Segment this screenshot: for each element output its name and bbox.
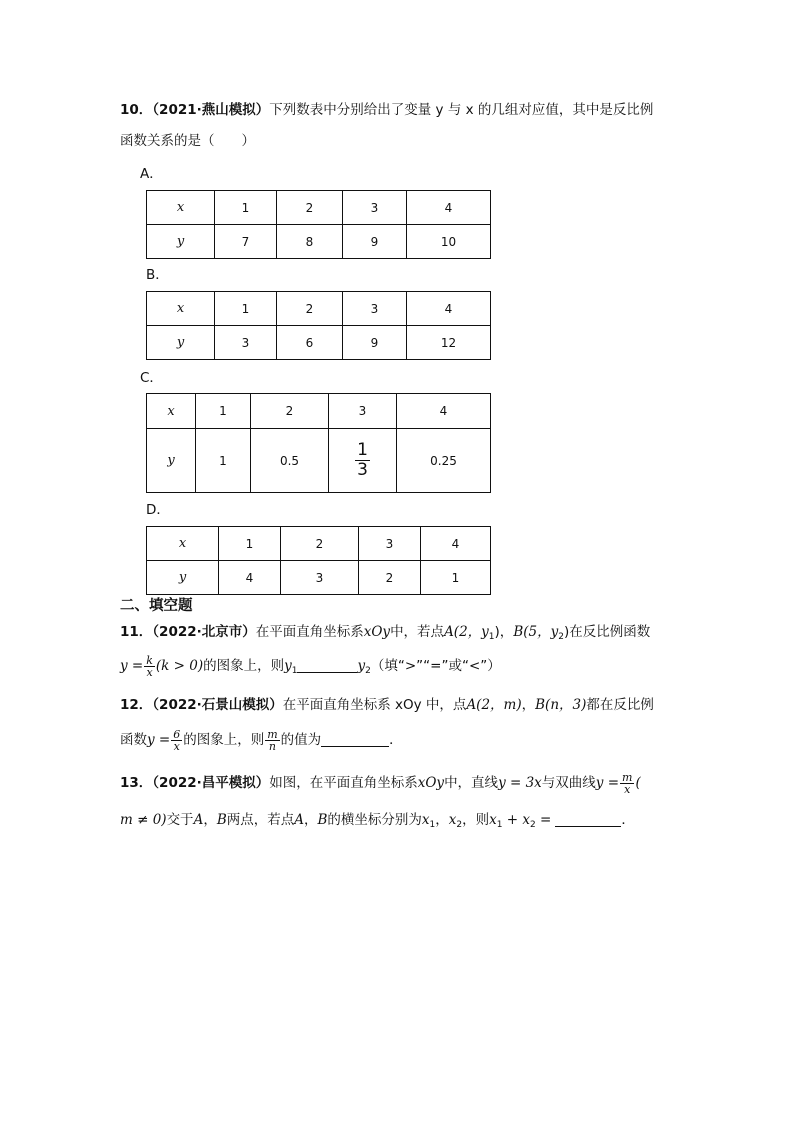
- q11-line2: [120, 653, 501, 684]
- option-b-table: [146, 291, 491, 360]
- table-row: [147, 429, 491, 493]
- math-paren: (: [635, 775, 641, 791]
- table-cell: 4: [407, 292, 491, 326]
- q13-text: 的横坐标分别为: [327, 812, 422, 828]
- table-cell: 6: [277, 326, 343, 360]
- math-lhs: y =: [147, 732, 171, 748]
- table-cell: 2: [251, 394, 329, 429]
- math-var: x: [489, 812, 497, 828]
- section-title: 二、填空题: [120, 598, 193, 614]
- q12-text: 的值为: [280, 732, 322, 748]
- numerator: 6: [173, 727, 181, 741]
- y-header-cell: y: [147, 326, 215, 360]
- x-header-cell: x: [147, 527, 219, 561]
- fraction: [171, 729, 182, 752]
- q13-text: 与双曲线: [541, 775, 596, 791]
- point-b: B: [216, 812, 227, 828]
- table-cell: 0.5: [251, 429, 329, 493]
- q13-source: （2022·昌平模拟）: [152, 775, 270, 791]
- one-third-fraction: $\frac{1}{3}$: [357, 440, 368, 480]
- q13-text: 交于: [166, 812, 194, 828]
- y-header-cell: y: [147, 561, 219, 595]
- table-cell: 1: [219, 527, 281, 561]
- table-cell: 4: [421, 527, 491, 561]
- math-var: y: [357, 658, 366, 674]
- fraction: [620, 772, 634, 795]
- table-cell: 9: [343, 225, 407, 259]
- math-condition: (k > 0): [155, 658, 204, 674]
- option-c-label: C．: [140, 370, 163, 386]
- table-cell: 3: [359, 527, 421, 561]
- point-a: A(2，y: [444, 624, 489, 640]
- x-header-cell: x: [147, 394, 196, 429]
- table-cell: 3: [281, 561, 359, 595]
- table-cell: 1: [196, 429, 251, 493]
- q11-text: 的图象上，则: [203, 658, 285, 674]
- table-cell: 4: [407, 191, 491, 225]
- q12-text: 的图象上，则: [183, 732, 265, 748]
- math-var: x: [421, 812, 430, 828]
- table-cell: 4: [397, 394, 491, 429]
- q11-text: )，: [494, 624, 514, 640]
- numerator: m: [267, 727, 278, 741]
- table-cell: 9: [343, 326, 407, 360]
- q10-text-1: 下列数表中分别给出了变量 y 与 x 的几组对应值，其中是反比例: [269, 102, 654, 118]
- option-d-table: [146, 526, 491, 595]
- q13-text: ，则: [462, 812, 490, 828]
- q12-source: （2022·石景山模拟）: [152, 697, 283, 713]
- point-b: B(n，3): [535, 697, 587, 713]
- table-cell: 1: [215, 191, 277, 225]
- q13-text: 中，直线: [444, 775, 499, 791]
- q11-hint: （填“>”“=”或“<”）: [370, 658, 501, 674]
- q13-text: ．: [621, 812, 635, 828]
- q12-line1: [120, 695, 654, 715]
- table-cell: 10: [407, 225, 491, 259]
- q12-text: ，: [521, 697, 536, 713]
- table-cell: 2: [281, 527, 359, 561]
- answer-blank[interactable]: [321, 732, 389, 747]
- q13-text: 如图，在平面直角坐标系: [269, 775, 418, 791]
- q13-line2: [120, 810, 635, 835]
- table-cell: 1: [421, 561, 491, 595]
- answer-blank[interactable]: [555, 812, 621, 827]
- subscript: 1: [429, 820, 436, 830]
- answer-blank[interactable]: [297, 658, 357, 673]
- table-cell: 3: [343, 191, 407, 225]
- point-a: A: [193, 812, 204, 828]
- y-header-cell: y: [147, 429, 196, 493]
- math-lhs: y =: [595, 775, 620, 791]
- fraction-cell: [329, 429, 397, 493]
- table-cell: 1: [196, 394, 251, 429]
- point-b: B: [317, 812, 328, 828]
- table-row: [147, 394, 491, 429]
- q10-line2: [120, 131, 255, 151]
- point-a: A(2，m): [466, 697, 522, 713]
- table-row: [147, 561, 491, 595]
- q13-number: 13．: [120, 775, 153, 791]
- table-cell: 2: [359, 561, 421, 595]
- math-op: =: [535, 812, 552, 828]
- math-op: + x: [502, 812, 530, 828]
- table-row: [147, 292, 491, 326]
- table-row: [147, 326, 491, 360]
- math-coord: xOy: [417, 775, 445, 791]
- table-cell: 7: [215, 225, 277, 259]
- subscript: 1: [291, 666, 298, 676]
- table-cell: 8: [277, 225, 343, 259]
- subscript: 2: [558, 632, 564, 642]
- table-cell: 3: [343, 292, 407, 326]
- table-cell: 1: [215, 292, 277, 326]
- denominator: n: [268, 739, 276, 753]
- y-header-cell: y: [147, 225, 215, 259]
- q13-text: ，: [435, 812, 449, 828]
- denominator: x: [624, 782, 631, 796]
- q11-text: 在平面直角坐标系: [255, 624, 364, 640]
- subscript: 2: [365, 666, 371, 676]
- subscript: 1: [496, 820, 503, 830]
- point-a: A: [294, 812, 304, 828]
- q12-text: 在平面直角坐标系 xOy 中，点: [282, 697, 467, 713]
- q12-text: 都在反比例: [586, 697, 654, 713]
- math-lhs: y =: [120, 658, 144, 674]
- fraction: [144, 655, 155, 678]
- q12-text: 函数: [120, 732, 147, 748]
- q13-text: ，: [203, 812, 217, 828]
- table-cell: 2: [277, 292, 343, 326]
- math-coord: xOy: [363, 624, 391, 640]
- option-b-label: B．: [146, 267, 169, 283]
- option-c-table: [146, 393, 491, 493]
- q10-line1: [120, 100, 653, 120]
- table-row: [147, 191, 491, 225]
- math-condition: m ≠ 0): [120, 812, 167, 828]
- math-var: x: [448, 812, 457, 828]
- numerator: k: [146, 653, 153, 667]
- denominator: x: [173, 739, 180, 753]
- q11-source: （2022·北京市）: [152, 624, 256, 640]
- table-cell: 0.25: [397, 429, 491, 493]
- table-cell: 2: [277, 191, 343, 225]
- subscript: 2: [530, 820, 536, 830]
- table-cell: 12: [407, 326, 491, 360]
- x-header-cell: x: [147, 292, 215, 326]
- q10-number: 10．: [120, 102, 153, 118]
- q11-number: 11．: [120, 624, 153, 640]
- q13-text: 两点，若点: [226, 812, 295, 828]
- q12-text: ．: [389, 732, 403, 748]
- table-row: [147, 527, 491, 561]
- option-d-label: D．: [146, 502, 170, 518]
- denominator: x: [146, 665, 153, 679]
- table-cell: 3: [215, 326, 277, 360]
- subscript: 2: [456, 820, 463, 830]
- q11-text: 中，若点: [390, 624, 445, 640]
- q10-source: （2021·燕山模拟）: [152, 102, 270, 118]
- option-a-table: [146, 190, 491, 259]
- q11-text: )在反比例函数: [563, 624, 651, 640]
- table-cell: 3: [329, 394, 397, 429]
- q12-number: 12．: [120, 697, 153, 713]
- fraction: [265, 729, 279, 752]
- subscript: 1: [488, 632, 495, 642]
- q10-text-2: 函数关系的是（ ）: [120, 133, 255, 149]
- q11-line1: [120, 622, 650, 647]
- option-a-label: A．: [140, 166, 163, 182]
- x-header-cell: x: [147, 191, 215, 225]
- q12-line2: [120, 727, 403, 753]
- table-cell: 4: [219, 561, 281, 595]
- table-row: [147, 225, 491, 259]
- q13-text: ，: [303, 812, 318, 828]
- point-b: B(5，y: [513, 624, 559, 640]
- q13-line1: [120, 770, 641, 796]
- numerator: m: [622, 770, 633, 784]
- math-var: y: [284, 658, 292, 674]
- math-line: y = 3x: [498, 775, 542, 791]
